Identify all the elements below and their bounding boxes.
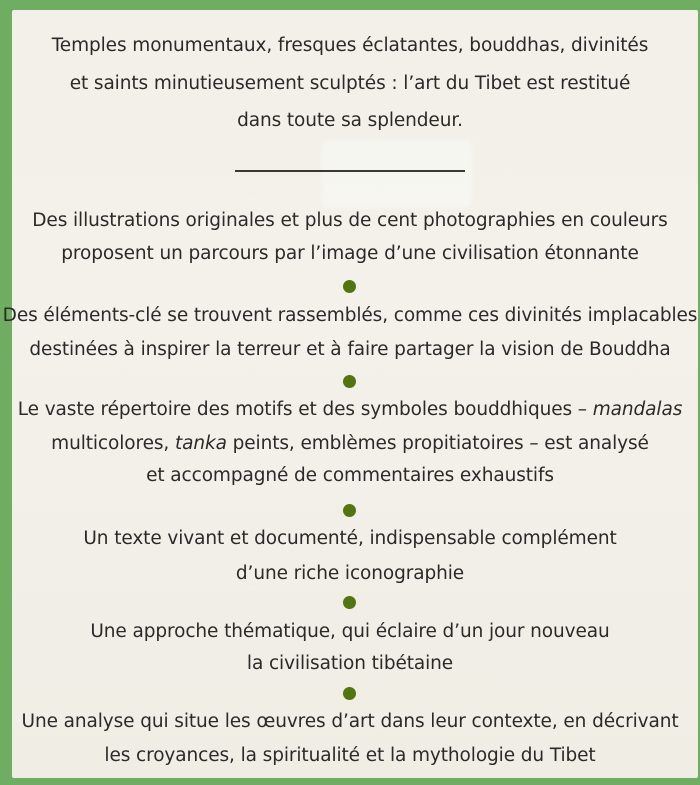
point-3-text-c: peints, emblèmes propitiatoires – est analysé [226,433,649,454]
intro-line-2: et saints minutieusement sculptés : l’art du Tibet est restitué [69,73,631,94]
intro-line-3: dans toute sa splendeur. [237,110,463,131]
intro-line-1: Temples monumentaux, fresques éclatantes, bouddhas, divinités [51,35,649,56]
point-3-italic-tanka: tanka [174,433,227,454]
separator-rule [235,170,465,172]
point-6-line-1: Une analyse qui situe les œuvres d’art dans leur contexte, en décrivant [21,711,679,732]
point-3-italic-mandalas: mandalas [592,399,683,420]
point-6-line-2: les croyances, la spiritualité et la mythologie du Tibet [104,745,596,766]
bullet-dot [343,504,356,517]
point-5-line-2: la civilisation tibétaine [246,653,454,674]
point-3-line-3: et accompagné de commentaires exhaustifs [146,465,554,486]
point-4-line-1: Un texte vivant et documenté, indispensable complément [83,528,617,549]
white-out-smudge [322,140,472,208]
bullet-dot [343,375,356,388]
bullet-dot [343,280,356,293]
point-3-text-b: multicolores, [51,433,175,454]
point-2-line-2: destinées à inspirer la terreur et à faire partager la vision de Bouddha [29,339,671,360]
point-1-line-1: Des illustrations originales et plus de cent photographies en couleurs [32,210,668,231]
point-1-line-2: proposent un parcours par l’image d’une civilisation étonnante [61,243,639,264]
point-3-line-2 [0,433,700,455]
point-3-text-a: Le vaste répertoire des motifs et des symboles bouddhiques – [17,399,593,420]
point-2-line-1: Des éléments-clé se trouvent rassemblés, comme ces divinités implacables [2,305,698,326]
bullet-dot [343,596,356,609]
bullet-dot [343,687,356,700]
point-5-line-1: Une approche thématique, qui éclaire d’un jour nouveau [90,621,610,642]
point-3-line-1 [0,399,700,421]
point-4-line-2: d’une riche iconographie [235,563,465,584]
